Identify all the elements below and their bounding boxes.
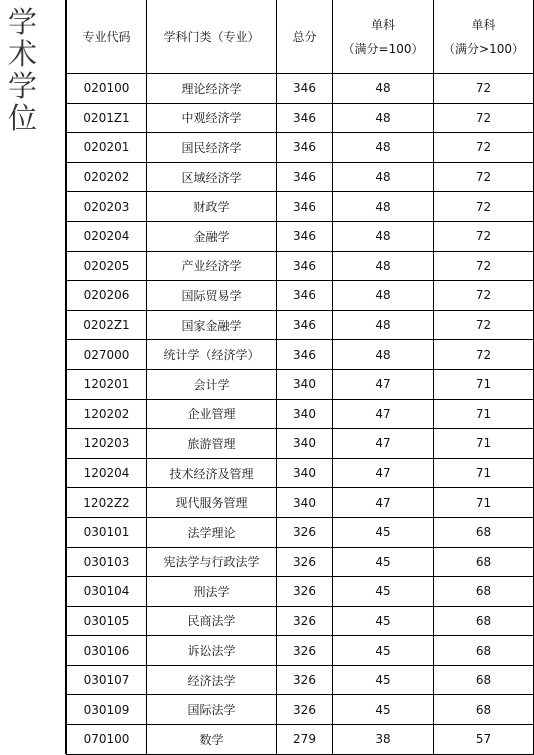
- side-panel: [0, 0, 66, 754]
- cell-code: 120201: [67, 369, 147, 399]
- cell-category: 旅游管理: [147, 429, 277, 459]
- header-single-over-100-title: 单科: [471, 17, 496, 32]
- cell-total: 346: [277, 162, 333, 192]
- cell-single-100: 45: [333, 695, 434, 725]
- cell-single-100: 45: [333, 606, 434, 636]
- header-single-over-100-note: （满分>100）: [443, 41, 524, 56]
- cell-code: 0202Z1: [67, 310, 147, 340]
- cell-code: 030109: [67, 695, 147, 725]
- table-row: [67, 74, 534, 104]
- cell-total: 346: [277, 251, 333, 281]
- cell-code: 020100: [67, 74, 147, 104]
- cell-single-100: 47: [333, 488, 434, 518]
- cell-category: 金融学: [147, 221, 277, 251]
- cell-total: 279: [277, 725, 333, 755]
- cell-category: 国家金融学: [147, 310, 277, 340]
- table-row: [67, 399, 534, 429]
- cell-single-over-100: 71: [434, 488, 534, 518]
- cell-category: 现代服务管理: [147, 488, 277, 518]
- cell-category: 技术经济及管理: [147, 458, 277, 488]
- table-row: [67, 517, 534, 547]
- cell-total: 346: [277, 221, 333, 251]
- cell-single-over-100: 57: [434, 725, 534, 755]
- cell-single-over-100: 68: [434, 695, 534, 725]
- cell-single-over-100: 68: [434, 517, 534, 547]
- cell-single-over-100: 71: [434, 399, 534, 429]
- cell-category: 刑法学: [147, 577, 277, 607]
- cell-single-over-100: 72: [434, 162, 534, 192]
- cell-code: 120202: [67, 399, 147, 429]
- cell-code: 020203: [67, 192, 147, 222]
- table-row: [67, 606, 534, 636]
- cell-single-100: 45: [333, 547, 434, 577]
- header-total: 总分: [277, 0, 333, 74]
- table-row: [67, 429, 534, 459]
- cell-total: 346: [277, 310, 333, 340]
- cell-total: 326: [277, 517, 333, 547]
- cell-total: 346: [277, 192, 333, 222]
- cell-category: 经济法学: [147, 665, 277, 695]
- cell-category: 统计学（经济学）: [147, 340, 277, 370]
- cell-category: 国际贸易学: [147, 281, 277, 311]
- cell-category: 产业经济学: [147, 251, 277, 281]
- cell-code: 020204: [67, 221, 147, 251]
- cell-single-100: 47: [333, 369, 434, 399]
- cell-single-100: 45: [333, 577, 434, 607]
- header-single-100-title: 单科: [370, 17, 395, 32]
- cell-single-100: 48: [333, 162, 434, 192]
- table-row: [67, 725, 534, 755]
- cell-code: 020206: [67, 281, 147, 311]
- cell-code: 030106: [67, 636, 147, 666]
- cell-total: 346: [277, 340, 333, 370]
- cell-single-100: 48: [333, 310, 434, 340]
- header-code: 专业代码: [67, 0, 147, 74]
- cell-single-over-100: 71: [434, 429, 534, 459]
- cell-total: 340: [277, 488, 333, 518]
- table-row: [67, 577, 534, 607]
- table-row: [67, 547, 534, 577]
- cell-single-over-100: 68: [434, 547, 534, 577]
- cell-code: 030104: [67, 577, 147, 607]
- cell-single-100: 48: [333, 133, 434, 163]
- cell-code: 120204: [67, 458, 147, 488]
- cell-total: 340: [277, 429, 333, 459]
- cell-single-over-100: 68: [434, 577, 534, 607]
- table-row: [67, 192, 534, 222]
- cell-total: 326: [277, 547, 333, 577]
- cell-code: 027000: [67, 340, 147, 370]
- table-row: [67, 103, 534, 133]
- cell-single-over-100: 72: [434, 221, 534, 251]
- cell-code: 070100: [67, 725, 147, 755]
- table-row: [67, 162, 534, 192]
- cell-category: 中观经济学: [147, 103, 277, 133]
- cell-total: 326: [277, 665, 333, 695]
- cell-total: 340: [277, 458, 333, 488]
- cell-single-over-100: 72: [434, 340, 534, 370]
- cell-total: 326: [277, 636, 333, 666]
- cell-single-over-100: 72: [434, 74, 534, 104]
- table-row: [67, 369, 534, 399]
- table-row: [67, 636, 534, 666]
- cell-single-over-100: 68: [434, 665, 534, 695]
- cell-code: 030101: [67, 517, 147, 547]
- cell-single-over-100: 72: [434, 310, 534, 340]
- cell-total: 340: [277, 399, 333, 429]
- cell-code: 020202: [67, 162, 147, 192]
- header-single-100: [333, 0, 434, 74]
- cell-single-100: 45: [333, 517, 434, 547]
- header-category: 学科门类（专业）: [147, 0, 277, 74]
- cell-single-100: 48: [333, 281, 434, 311]
- cell-category: 国民经济学: [147, 133, 277, 163]
- header-single-over-100: [434, 0, 534, 74]
- cell-single-100: 45: [333, 665, 434, 695]
- cell-single-100: 48: [333, 192, 434, 222]
- cell-code: 020205: [67, 251, 147, 281]
- cell-category: 区域经济学: [147, 162, 277, 192]
- table-row: [67, 458, 534, 488]
- cell-code: 120203: [67, 429, 147, 459]
- cell-code: 1202Z2: [67, 488, 147, 518]
- score-table: [66, 0, 534, 755]
- cell-category: 会计学: [147, 369, 277, 399]
- cell-category: 企业管理: [147, 399, 277, 429]
- cell-code: 020201: [67, 133, 147, 163]
- table-row: [67, 665, 534, 695]
- cell-single-100: 48: [333, 103, 434, 133]
- table-row: [67, 340, 534, 370]
- cell-single-100: 48: [333, 251, 434, 281]
- cell-single-100: 48: [333, 340, 434, 370]
- cell-single-over-100: 72: [434, 281, 534, 311]
- cell-category: 理论经济学: [147, 74, 277, 104]
- cell-code: 030105: [67, 606, 147, 636]
- table-row: [67, 281, 534, 311]
- cell-category: 数学: [147, 725, 277, 755]
- cell-single-100: 47: [333, 399, 434, 429]
- cell-total: 326: [277, 577, 333, 607]
- cell-single-100: 38: [333, 725, 434, 755]
- cell-total: 326: [277, 695, 333, 725]
- cell-category: 国际法学: [147, 695, 277, 725]
- cell-single-100: 45: [333, 636, 434, 666]
- cell-total: 346: [277, 74, 333, 104]
- table-row: [67, 221, 534, 251]
- table-row: [67, 310, 534, 340]
- cell-single-over-100: 72: [434, 133, 534, 163]
- table-row: [67, 488, 534, 518]
- cell-single-over-100: 68: [434, 636, 534, 666]
- cell-single-over-100: 72: [434, 103, 534, 133]
- header-row: [67, 0, 534, 74]
- cell-code: 030107: [67, 665, 147, 695]
- cell-single-100: 48: [333, 74, 434, 104]
- table-row: [67, 251, 534, 281]
- header-single-100-note: （满分=100）: [342, 41, 424, 56]
- cell-single-100: 47: [333, 458, 434, 488]
- cell-total: 346: [277, 103, 333, 133]
- cell-category: 财政学: [147, 192, 277, 222]
- cell-single-over-100: 72: [434, 192, 534, 222]
- cell-category: 宪法学与行政法学: [147, 547, 277, 577]
- cell-category: 诉讼法学: [147, 636, 277, 666]
- cell-category: 民商法学: [147, 606, 277, 636]
- cell-total: 326: [277, 606, 333, 636]
- cell-code: 0201Z1: [67, 103, 147, 133]
- cell-total: 346: [277, 281, 333, 311]
- cell-single-100: 48: [333, 221, 434, 251]
- table-row: [67, 133, 534, 163]
- cell-total: 346: [277, 133, 333, 163]
- cell-code: 030103: [67, 547, 147, 577]
- cell-category: 法学理论: [147, 517, 277, 547]
- cell-single-over-100: 68: [434, 606, 534, 636]
- cell-single-over-100: 71: [434, 458, 534, 488]
- cell-single-100: 47: [333, 429, 434, 459]
- cell-single-over-100: 71: [434, 369, 534, 399]
- table-row: [67, 695, 534, 725]
- degree-type-label: 学术学位: [8, 5, 38, 135]
- cell-total: 340: [277, 369, 333, 399]
- cell-single-over-100: 72: [434, 251, 534, 281]
